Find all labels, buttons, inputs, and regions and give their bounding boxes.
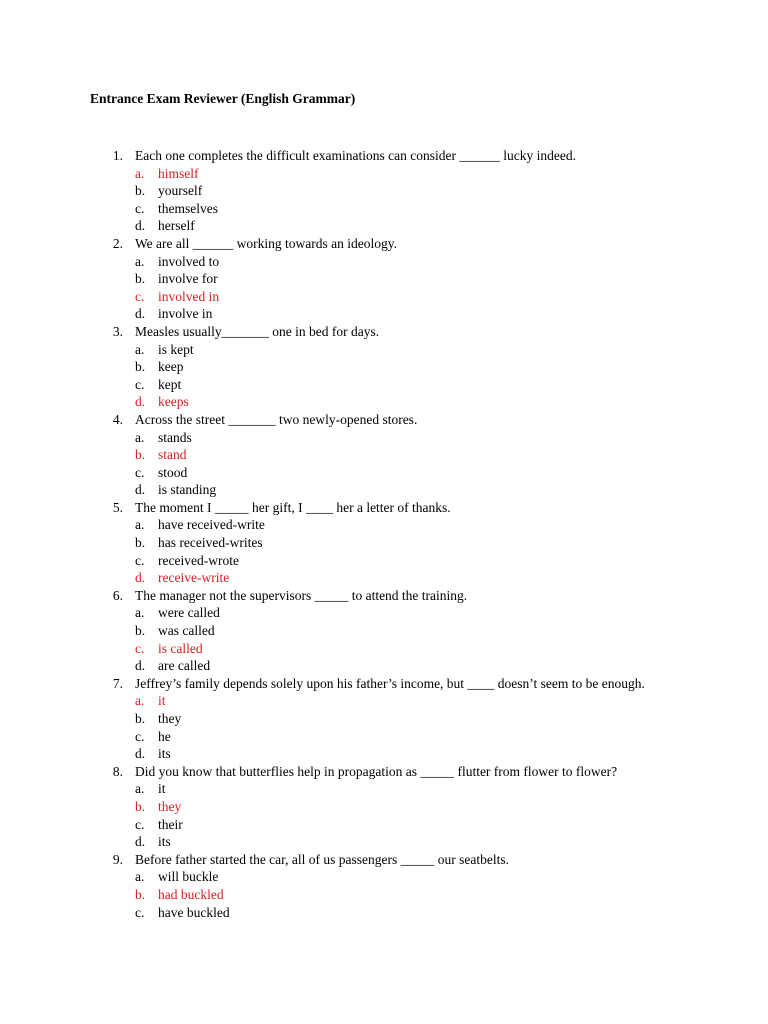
question-text: Across the street _______ two newly-opened stores. — [135, 411, 418, 427]
option-letter: b. — [135, 623, 146, 639]
option-text: is standing — [158, 482, 217, 498]
answer-option — [0, 904, 768, 922]
option-letter: c. — [135, 728, 145, 744]
option-letter: a. — [135, 253, 145, 269]
option-text: will buckle — [158, 869, 219, 885]
question-item — [0, 147, 768, 165]
option-text: it — [158, 781, 166, 797]
option-text: yourself — [158, 183, 203, 199]
question-number: 3. — [112, 323, 123, 339]
answer-option — [0, 305, 768, 323]
answer-option — [0, 816, 768, 834]
correct-answer-option — [0, 692, 768, 710]
option-text: keeps — [158, 394, 189, 410]
option-letter: a. — [135, 429, 145, 445]
option-letter: d. — [135, 834, 146, 850]
answer-option — [0, 253, 768, 271]
answer-option — [0, 516, 768, 534]
option-letter: c. — [135, 904, 145, 920]
option-text: is kept — [158, 341, 194, 357]
answer-option — [0, 552, 768, 570]
question-text: Each one completes the difficult examinations can consider ______ lucky indeed. — [135, 148, 576, 163]
question-item — [0, 587, 768, 605]
question-text: Did you know that butterflies help in propagation as _____ flutter from flower to flower? — [135, 763, 618, 779]
answer-option — [0, 217, 768, 235]
question-text: Before father started the car, all of us passengers _____ our seatbelts. — [135, 851, 509, 867]
correct-answer-option — [0, 288, 768, 306]
question-number: 4. — [112, 411, 123, 427]
option-text: they — [158, 711, 182, 726]
question-number: 8. — [112, 763, 123, 779]
option-letter: c. — [135, 552, 145, 568]
option-letter: d. — [135, 746, 146, 762]
question-item — [0, 675, 768, 693]
answer-option — [0, 710, 768, 728]
option-text: were called — [158, 605, 220, 621]
question-item — [0, 851, 768, 869]
question-number: 2. — [112, 235, 123, 251]
option-letter: d. — [135, 218, 146, 234]
question-number: 7. — [112, 675, 123, 691]
answer-option — [0, 622, 768, 640]
question-number: 9. — [112, 851, 123, 867]
option-text: its — [158, 834, 171, 850]
option-letter: c. — [135, 640, 145, 656]
option-text: involved in — [158, 288, 220, 304]
answer-option — [0, 745, 768, 763]
answer-option — [0, 376, 768, 394]
question-text: Measles usually_______ one in bed for days. — [135, 323, 380, 339]
option-text: involve for — [158, 271, 218, 287]
option-letter: d. — [135, 482, 146, 498]
answer-option — [0, 868, 768, 886]
option-text: their — [158, 816, 183, 832]
option-text: was called — [158, 623, 215, 639]
option-letter: a. — [135, 517, 145, 533]
answer-option — [0, 657, 768, 675]
option-letter: b. — [135, 535, 146, 551]
question-number: 6. — [112, 587, 123, 603]
option-letter: b. — [135, 447, 146, 463]
option-letter: b. — [135, 798, 146, 814]
option-text: stand — [158, 447, 187, 463]
answer-option — [0, 728, 768, 746]
option-letter: b. — [135, 271, 146, 287]
option-letter: a. — [135, 341, 145, 357]
question-number: 1. — [112, 148, 123, 163]
answer-option — [0, 780, 768, 798]
option-letter: d. — [135, 394, 146, 410]
correct-answer-option — [0, 640, 768, 658]
option-letter: c. — [135, 376, 145, 392]
question-item — [0, 235, 768, 253]
option-text: involve in — [158, 306, 213, 322]
question-text: Jeffrey’s family depends solely upon his father’s income, but ____ doesn’t seem to be enough. — [135, 675, 645, 691]
answer-option — [0, 534, 768, 552]
option-text: receive-write — [158, 570, 230, 586]
correct-answer-option — [0, 446, 768, 464]
option-letter: a. — [135, 165, 145, 181]
question-item — [0, 323, 768, 341]
option-letter: d. — [135, 658, 146, 674]
option-text: herself — [158, 218, 195, 234]
option-text: they — [158, 798, 182, 814]
option-letter: a. — [135, 605, 145, 621]
option-letter: a. — [135, 693, 145, 709]
option-letter: b. — [135, 711, 146, 726]
option-letter: b. — [135, 183, 146, 199]
correct-answer-option — [0, 798, 768, 816]
answer-option — [0, 358, 768, 376]
question-text: The moment I _____ her gift, I ____ her a letter of thanks. — [135, 499, 451, 515]
question-list — [0, 147, 768, 921]
option-letter: b. — [135, 886, 146, 902]
page-title: Entrance Exam Reviewer (English Grammar) — [90, 91, 356, 106]
option-letter: a. — [135, 869, 145, 885]
answer-option — [0, 464, 768, 482]
answer-option — [0, 429, 768, 447]
answer-option — [0, 341, 768, 359]
option-letter: c. — [135, 288, 145, 304]
option-letter: b. — [135, 359, 146, 375]
option-text: had buckled — [158, 886, 224, 902]
correct-answer-option — [0, 165, 768, 183]
correct-answer-option — [0, 886, 768, 904]
option-text: he — [158, 728, 171, 744]
option-letter: c. — [135, 200, 145, 216]
answer-option — [0, 182, 768, 200]
option-letter: a. — [135, 781, 145, 797]
option-letter: c. — [135, 816, 145, 832]
option-letter: d. — [135, 570, 146, 586]
option-text: received-wrote — [158, 552, 239, 568]
option-letter: d. — [135, 306, 146, 322]
option-text: are called — [158, 658, 211, 674]
option-text: themselves — [158, 200, 218, 216]
option-letter: c. — [135, 464, 145, 480]
question-item — [0, 763, 768, 781]
option-text: stands — [158, 429, 192, 445]
option-text: it — [158, 693, 166, 709]
option-text: keep — [158, 359, 184, 375]
option-text: has received-writes — [158, 535, 263, 551]
option-text: have buckled — [158, 904, 230, 920]
option-text: is called — [158, 640, 203, 656]
answer-option — [0, 270, 768, 288]
answer-option — [0, 604, 768, 622]
question-text: We are all ______ working towards an ideology. — [135, 235, 397, 251]
question-item — [0, 411, 768, 429]
correct-answer-option — [0, 393, 768, 411]
answer-option — [0, 481, 768, 499]
option-text: involved to — [158, 253, 220, 269]
answer-option — [0, 833, 768, 851]
question-text: The manager not the supervisors _____ to attend the training. — [135, 587, 468, 603]
option-text: stood — [158, 464, 188, 480]
option-text: its — [158, 746, 171, 762]
correct-answer-option — [0, 569, 768, 587]
option-text: kept — [158, 376, 182, 392]
option-text: himself — [158, 165, 199, 181]
answer-option — [0, 200, 768, 218]
question-number: 5. — [112, 499, 123, 515]
option-text: have received-write — [158, 517, 265, 533]
question-item — [0, 499, 768, 517]
